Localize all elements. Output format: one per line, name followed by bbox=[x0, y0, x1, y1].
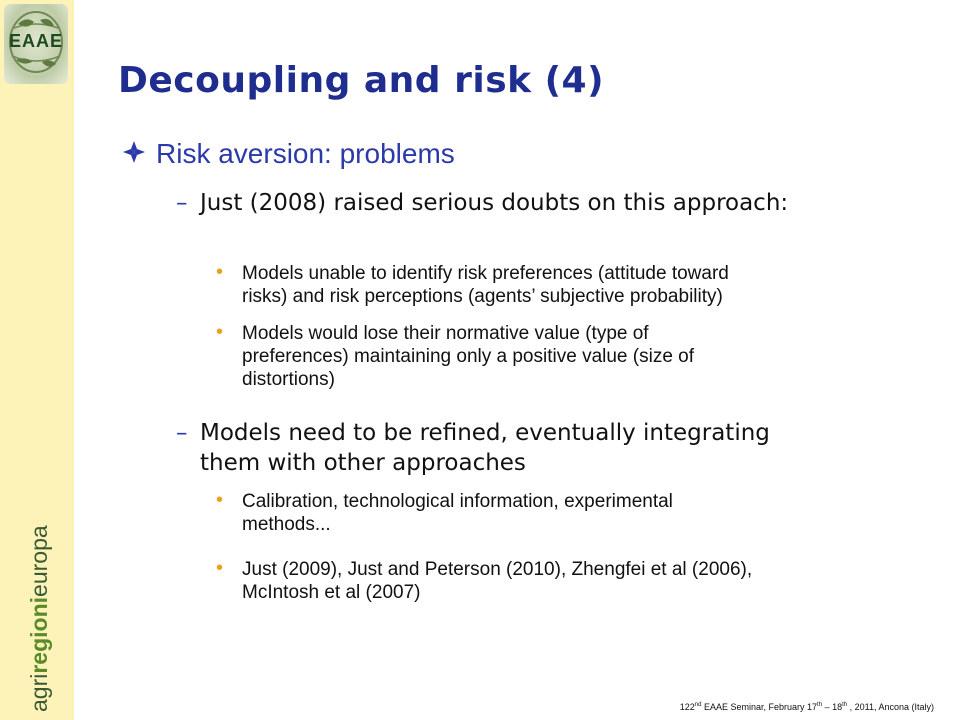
bullet-dot-icon: • bbox=[216, 489, 224, 511]
slide-title: Decoupling and risk (4) bbox=[118, 60, 605, 101]
bullet-2-1 bbox=[216, 490, 756, 536]
bullet-1-2-text: Models would lose their normative value (type of preferences) maintaining only a positive value (size of distortions) bbox=[242, 323, 695, 390]
level1-item bbox=[122, 138, 922, 170]
point-1 bbox=[176, 188, 806, 218]
footer-dash: – 18 bbox=[822, 702, 843, 712]
brand-prefix: agri bbox=[26, 673, 52, 712]
footer-sup-day1: th bbox=[817, 702, 823, 708]
footer-sup-day2: th bbox=[842, 702, 848, 708]
bullet-1-1 bbox=[216, 262, 756, 308]
bullet-dot-icon: • bbox=[216, 321, 224, 343]
logo-text: EAAE bbox=[8, 31, 63, 51]
bullet-dot-icon: • bbox=[216, 261, 224, 283]
brand-bold: regioni bbox=[26, 596, 52, 674]
dash-icon: – bbox=[176, 190, 188, 216]
bullet-1-2 bbox=[216, 322, 756, 391]
vertical-brand bbox=[26, 525, 53, 712]
dash-icon: – bbox=[176, 420, 188, 446]
level1-text: Risk aversion: problems bbox=[156, 138, 455, 169]
footer-sup-nd: nd bbox=[694, 702, 702, 708]
bullet-2-2-text: Just (2009), Just and Peterson (2010), Zhengfei et al (2006), McIntosh et al (2007) bbox=[242, 559, 753, 603]
eaae-logo bbox=[4, 4, 68, 84]
sidebar bbox=[0, 0, 74, 720]
bullet-2-2 bbox=[216, 558, 756, 604]
brand-suffix: europa bbox=[26, 525, 52, 597]
diamond-bullet-icon bbox=[122, 140, 146, 164]
footer-seminar: EAAE Seminar, February 17 bbox=[701, 702, 818, 712]
footer-num: 122 bbox=[679, 702, 695, 712]
point-2 bbox=[176, 418, 806, 478]
point-2-text: Models need to be refined, eventually integrating them with other approaches bbox=[200, 420, 770, 476]
bullet-1-1-text: Models unable to identify risk preferences (attitude toward risks) and risk perceptions (agents’ subjective probability) bbox=[242, 263, 729, 307]
footer-rest: , 2011, Ancona (Italy) bbox=[847, 702, 934, 712]
footer bbox=[680, 702, 934, 712]
bullet-dot-icon: • bbox=[216, 557, 224, 579]
point-1-text: Just (2008) raised serious doubts on this approach: bbox=[200, 190, 789, 216]
bullet-2-1-text: Calibration, technological information, experimental methods... bbox=[242, 491, 673, 535]
